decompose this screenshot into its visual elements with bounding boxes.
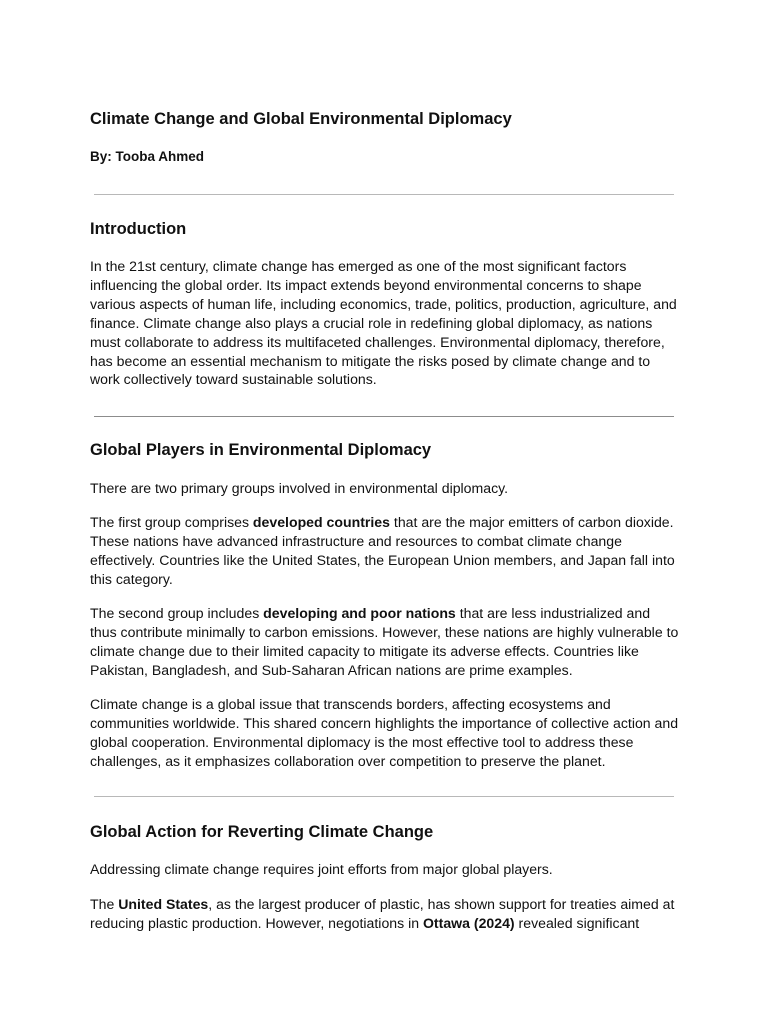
global-players-heading: Global Players in Environmental Diplomacy [90, 441, 432, 459]
first-group-text-end: that are the major emitters of carbon dioxide. These nations have advanced infrastructure and resources to combat climate change effectively. Countries like the United States, the European Union members, and Japan fall into this category. [90, 514, 675, 587]
first-group-paragraph [90, 513, 680, 589]
us-text-2: , as the largest producer of plastic, has shown support for treaties aimed at reducing plastic production. However, negotiations in [90, 896, 675, 931]
section-divider [94, 194, 674, 195]
global-action-intro: Addressing climate change requires joint efforts from major global players. [90, 861, 553, 877]
global-players-intro: There are two primary groups involved in environmental diplomacy. [90, 480, 509, 496]
second-group-paragraph [90, 604, 680, 680]
first-group-emphasis: developed countries [252, 514, 390, 530]
document-title: Climate Change and Global Environmental Diplomacy [90, 110, 512, 128]
us-text-3: revealed significant [514, 914, 640, 931]
us-emphasis-country: United States [118, 896, 209, 912]
second-group-text-start: The second group includes [90, 605, 264, 621]
global-players-closing: Climate change is a global issue that transcends borders, affecting ecosystems and communities worldwide. This shared concern highlights the importance of collective action and global cooperation. Environmental diplomacy is the most effective tool to address these challenges, as it emphasizes collaboration over competition to preserve the planet. [90, 696, 679, 769]
global-action-heading: Global Action for Reverting Climate Change [90, 823, 434, 841]
united-states-paragraph [90, 895, 680, 933]
introduction-paragraph: In the 21st century, climate change has emerged as one of the most significant factors influencing the global order. Its impact extends beyond environmental concerns to shape various aspects of human life, including economics, trade, politics, production, agriculture, and finance. Climate change also plays a crucial role in redefining global diplomacy, as nations must collaborate to address its multifaceted challenges. Environmental diplomacy, therefore, has become an essential mechanism to mitigate the risks posed by climate change and to work collectively toward sustainable solutions. [90, 258, 677, 388]
introduction-heading: Introduction [90, 220, 187, 238]
section-divider [94, 796, 674, 797]
us-emphasis-ottawa: Ottawa (2024) [422, 914, 515, 931]
first-group-text-start: The first group comprises [90, 514, 253, 530]
second-group-text-end: that are less industrialized and thus contribute minimally to carbon emissions. However, these nations are highly vulnerable to climate change due to their limited capacity to mitigate its adverse effects. Countries like Pakistan, Bangladesh, and Sub-Saharan African nations are prime examples. [90, 605, 679, 678]
second-group-emphasis: developing and poor nations [263, 605, 456, 621]
us-text-1: The [90, 896, 119, 912]
author-byline: By: Tooba Ahmed [90, 149, 204, 164]
section-divider [94, 416, 674, 417]
